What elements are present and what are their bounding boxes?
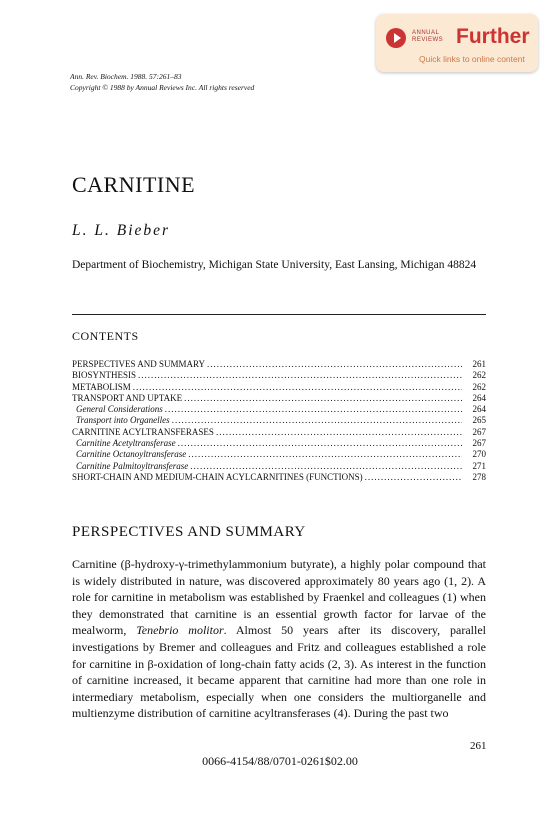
annual-reviews-further-badge[interactable] [376, 14, 538, 72]
toc-entry-label: METABOLISM [72, 381, 131, 392]
toc-entry-label: BIOSYNTHESIS [72, 370, 137, 381]
author-affiliation: Department of Biochemistry, Michigan State University, East Lansing, Michigan 48824 [72, 259, 477, 271]
toc-entry-label: Carnitine Palmitoyltransferase [76, 460, 189, 471]
toc-entry [72, 359, 486, 370]
toc-entry-label: Carnitine Acetyltransferase [76, 438, 176, 449]
article-code: 0066-4154/88/0701-0261$02.00 [202, 754, 358, 768]
page-number: 261 [470, 740, 487, 752]
contents-heading: CONTENTS [72, 329, 139, 343]
toc-entry-label: General Considerations [76, 404, 163, 415]
copyright-line: Copyright © 1988 by Annual Reviews Inc. All rights reserved [70, 83, 255, 92]
toc-entry-label: Carnitine Octanoyltransferase [76, 449, 187, 460]
toc-entry-page: 262 [472, 370, 486, 381]
badge-quick-links: Quick links to online content [419, 54, 525, 64]
badge-further-label: Further [456, 25, 530, 48]
divider [72, 314, 486, 315]
toc-entry-label: Transport into Organelles [76, 415, 170, 426]
body-paragraph: Carnitine (β-hydroxy-γ-trimethylammonium butyrate), a highly polar compound that is widely distributed in nature, was discovered approximately 80 years ago (1, 2). A role for carnitine in metabolism was established by Fraenkel and colleagues (1) when they demonstrated that carnitine is an essential growth factor for larvae of the mealworm, Tenebrio molitor. Almost 50 years after its discovery, parallel investigations by Bremer and colleagues and Fritz and colleagues established a role for carnitine in β-oxidation of long-chain fatty acids (2, 3). As interest in the function of carnitine increased, it became apparent that carnitine had more than one role in intermediary metabolism, especially when one considers the multiorganelle and multienzyme distribution of carnitine acyltransferases (4). During the past two [72, 557, 486, 721]
toc-entry [72, 472, 486, 483]
article-title: CARNITINE [72, 172, 196, 197]
toc-subentry [72, 438, 486, 449]
toc-subentry [72, 449, 486, 460]
toc-entry-page: 262 [472, 381, 486, 392]
toc-subentry [72, 415, 486, 426]
toc-entry-page: 271 [472, 460, 486, 471]
badge-small-line2: REVIEWS [412, 37, 444, 43]
toc-entry [72, 370, 486, 381]
toc-entry-page: 265 [472, 415, 486, 426]
toc-entry-page: 261 [472, 359, 486, 369]
toc-entry-page: 264 [472, 404, 486, 415]
annual-reviews-logo-icon [386, 28, 406, 48]
toc-entry-label: TRANSPORT AND UPTAKE [72, 392, 183, 403]
section-heading: PERSPECTIVES AND SUMMARY [72, 524, 306, 540]
badge-small-line1: ANNUAL [412, 30, 440, 36]
toc-entry [72, 393, 486, 404]
toc-entry [72, 382, 486, 393]
toc-subentry [72, 404, 486, 415]
toc-entry [72, 427, 486, 438]
toc-entry-page: 267 [472, 438, 486, 449]
toc-subentry [72, 461, 486, 472]
toc-entry-page: 278 [472, 471, 486, 482]
toc-entry-label: CARNITINE ACYLTRANSFERASES [72, 426, 214, 437]
article-author: L. L. Bieber [72, 222, 171, 239]
toc-entry-page: 270 [472, 449, 486, 460]
toc-entry-label: SHORT-CHAIN AND MEDIUM-CHAIN ACYLCARNITINES (FUNCTIONS) [72, 471, 363, 482]
species-name: Tenebrio molitor [136, 623, 224, 638]
table-of-contents [72, 359, 486, 483]
toc-entry-page: 267 [472, 426, 486, 437]
journal-citation: Ann. Rev. Biochem. 1988. 57:261–83 [70, 72, 182, 81]
toc-entry-label: PERSPECTIVES AND SUMMARY [72, 359, 206, 369]
toc-entry-page: 264 [472, 392, 486, 403]
